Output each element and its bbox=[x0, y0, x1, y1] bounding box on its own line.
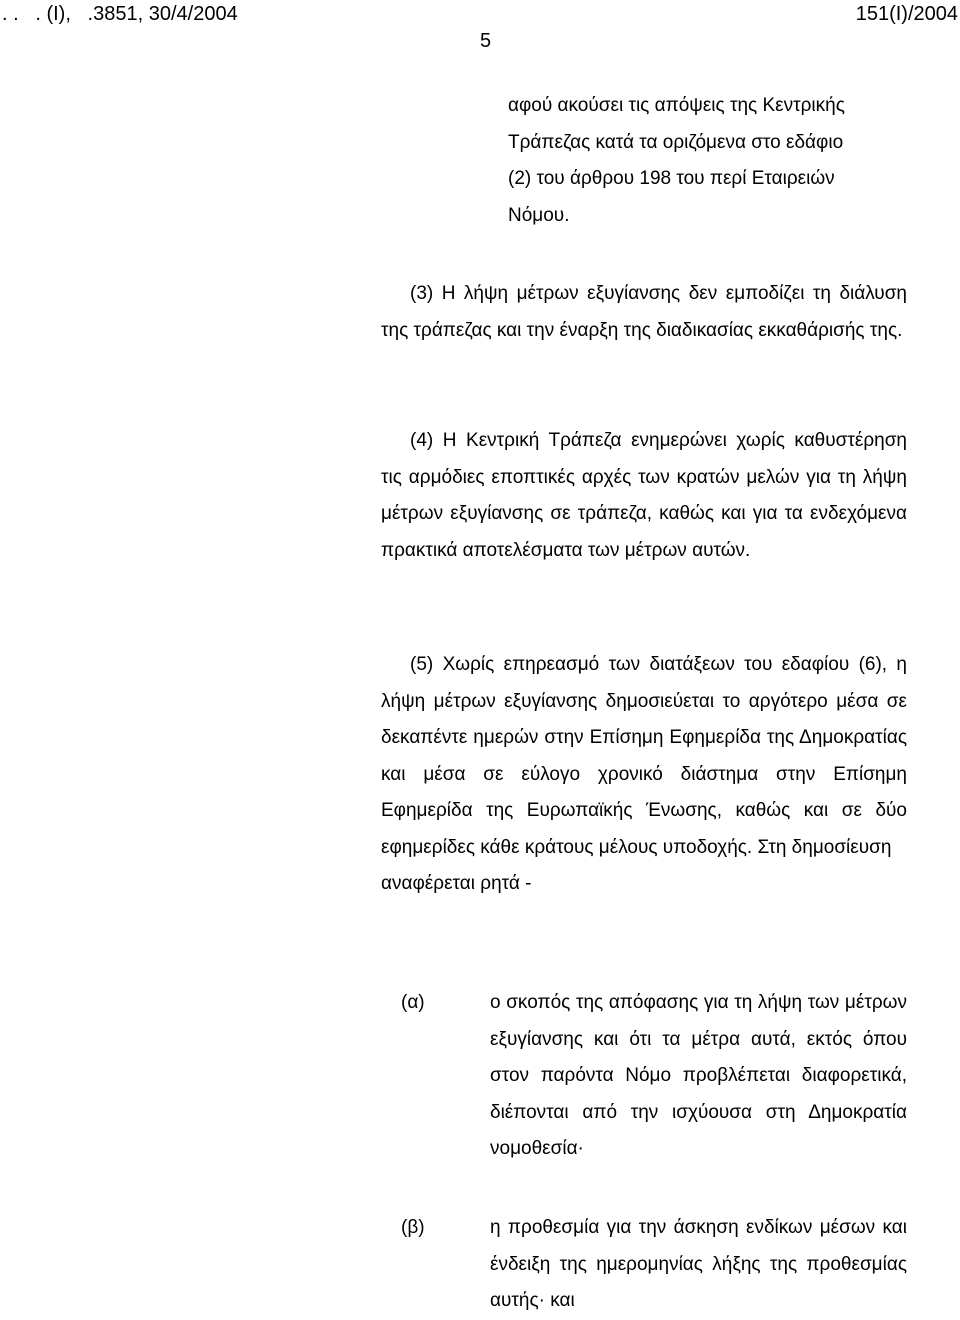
item-label: (β) bbox=[401, 1217, 425, 1238]
paragraph-3-text: (3) Η λήψη μέτρων εξυγίανσης δεν εμποδίζει τη διάλυση της τράπεζας και την έναρξη της διαδικασίας εκκαθάρισής της. bbox=[381, 283, 907, 341]
list-item-b bbox=[401, 1210, 907, 1320]
continuation-line: Νόμου. bbox=[508, 204, 570, 226]
page-number: 5 bbox=[480, 30, 492, 52]
paragraph-5 bbox=[381, 647, 907, 903]
header-law-number: 151(Ι)/2004 bbox=[855, 3, 958, 25]
paragraph-4-text: (4) Η Κεντρική Τράπεζα ενημερώνει χωρίς καθυστέρηση τις αρμόδιες εποπτικές αρχές των κρατών μελών για τη λήψη μέτρων εξυγίανσης σε τράπεζα, καθώς και για τα ενδεχόμενα πρακτικά αποτελέσματα των μέτρων αυτών. bbox=[381, 430, 907, 561]
paragraph-3 bbox=[381, 276, 907, 349]
paragraph-5-text: (5) Χωρίς επηρεασμό των διατάξεων του εδαφίου (6), η λήψη μέτρων εξυγίανσης δημοσιεύεται το αργότερο μέσα σε δεκαπέντε ημερών στην Επίσημη Εφημερίδα της Δημοκρατίας και μέσα σε εύλογο χρονικό διάστημα στην Επίσημη Εφημερίδα της Ευρωπαϊκής Ένωσης, καθώς και σε δύο εφημερίδες κάθε κράτους μέλους υποδοχής. Στη δημοσίευση bbox=[381, 654, 907, 858]
paragraph-4 bbox=[381, 423, 907, 569]
header-reference: . . . (Ι), .3851, 30/4/2004 bbox=[2, 3, 238, 25]
continuation-text bbox=[508, 88, 908, 234]
item-label: (α) bbox=[401, 992, 425, 1013]
continuation-line: Τράπεζας κατά τα οριζόμενα στο εδάφιο bbox=[508, 131, 844, 153]
paragraph-5-tail: αναφέρεται ρητά - bbox=[381, 873, 532, 894]
continuation-line: αφού ακούσει τις απόψεις της Κεντρικής bbox=[508, 95, 845, 116]
continuation-line: (2) του άρθρου 198 του περί Εταιρειών bbox=[508, 168, 835, 189]
list-item-a bbox=[401, 985, 907, 1168]
item-text: ο σκοπός της απόφασης για τη λήψη των μέτρων εξυγίανσης και ότι τα μέτρα αυτά, εκτός όπου στον παρόντα Νόμο προβλέπεται διαφορετικά, διέπονται από την ισχύουσα στη Δημοκρατία νομοθεσία· bbox=[490, 992, 907, 1159]
item-text: η προθεσμία για την άσκηση ενδίκων μέσων και ένδειξη της ημερομηνίας λήξης της προθεσμίας αυτής· και bbox=[490, 1217, 907, 1311]
